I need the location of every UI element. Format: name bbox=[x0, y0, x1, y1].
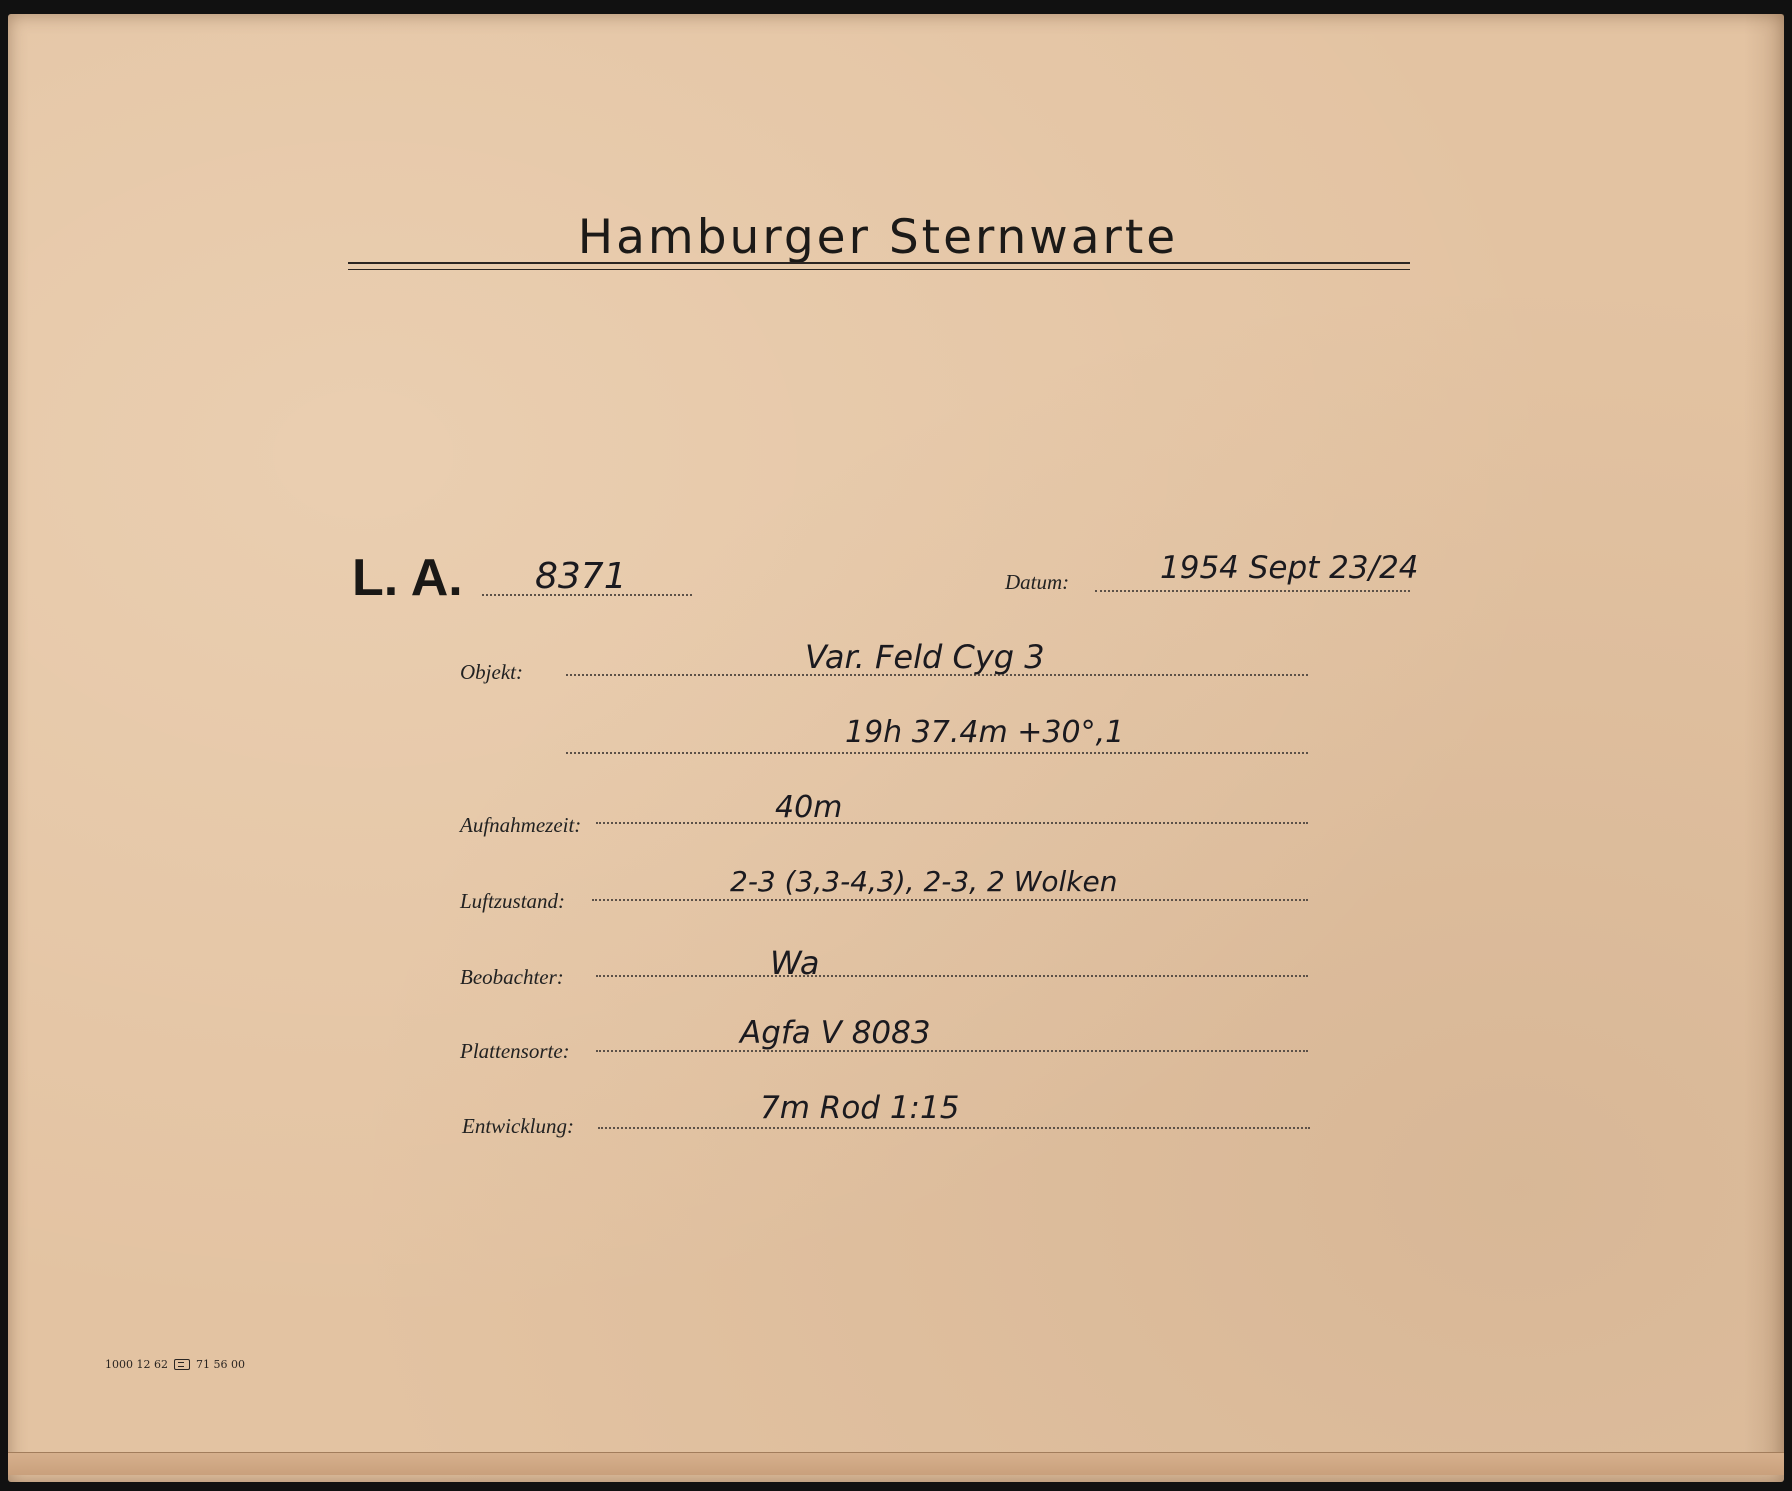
entwicklung-label: Entwicklung: bbox=[462, 1114, 574, 1138]
entwicklung-line bbox=[598, 1127, 1310, 1129]
envelope-flap-edge bbox=[8, 1452, 1784, 1475]
beobachter-line bbox=[596, 975, 1308, 977]
entwicklung-value: 7m Rod 1:15 bbox=[760, 1090, 960, 1126]
plate-number: 8371 bbox=[535, 556, 627, 597]
objekt-line-2 bbox=[566, 752, 1308, 754]
beobachter-value: Wa bbox=[770, 944, 820, 982]
aufnahmezeit-value: 40m bbox=[775, 790, 843, 825]
aufnahmezeit-line bbox=[596, 822, 1308, 824]
print-code bbox=[105, 1358, 245, 1371]
envelope-fold bbox=[1744, 14, 1784, 1474]
plattensorte-value: Agfa V 8083 bbox=[740, 1015, 931, 1051]
aufnahmezeit-label: Aufnahmezeit: bbox=[460, 813, 582, 837]
objekt-value-1: Var. Feld Cyg 3 bbox=[805, 638, 1045, 676]
plattensorte-label: Plattensorte: bbox=[460, 1039, 570, 1063]
print-code-left: 1000 12 62 bbox=[105, 1358, 168, 1371]
date-label: Datum: bbox=[1005, 570, 1070, 594]
objekt-label: Objekt: bbox=[460, 660, 523, 684]
printer-mark-icon bbox=[174, 1359, 190, 1370]
title-rule-bottom bbox=[348, 269, 1410, 270]
luftzustand-line bbox=[592, 899, 1308, 901]
observatory-title: Hamburger Sternwarte bbox=[577, 210, 1179, 265]
date-line bbox=[1095, 590, 1410, 592]
luftzustand-label: Luftzustand: bbox=[460, 889, 566, 913]
date-value: 1954 Sept 23/24 bbox=[1160, 550, 1419, 586]
objekt-value-2: 19h 37.4m +30°,1 bbox=[845, 715, 1125, 750]
beobachter-label: Beobachter: bbox=[460, 965, 564, 989]
plattensorte-line bbox=[596, 1050, 1308, 1052]
luftzustand-value: 2-3 (3,3-4,3), 2-3, 2 Wolken bbox=[730, 865, 1118, 898]
plate-label: L. A. bbox=[352, 549, 463, 607]
title-rule-top bbox=[348, 262, 1410, 264]
print-code-right: 71 56 00 bbox=[195, 1358, 245, 1371]
